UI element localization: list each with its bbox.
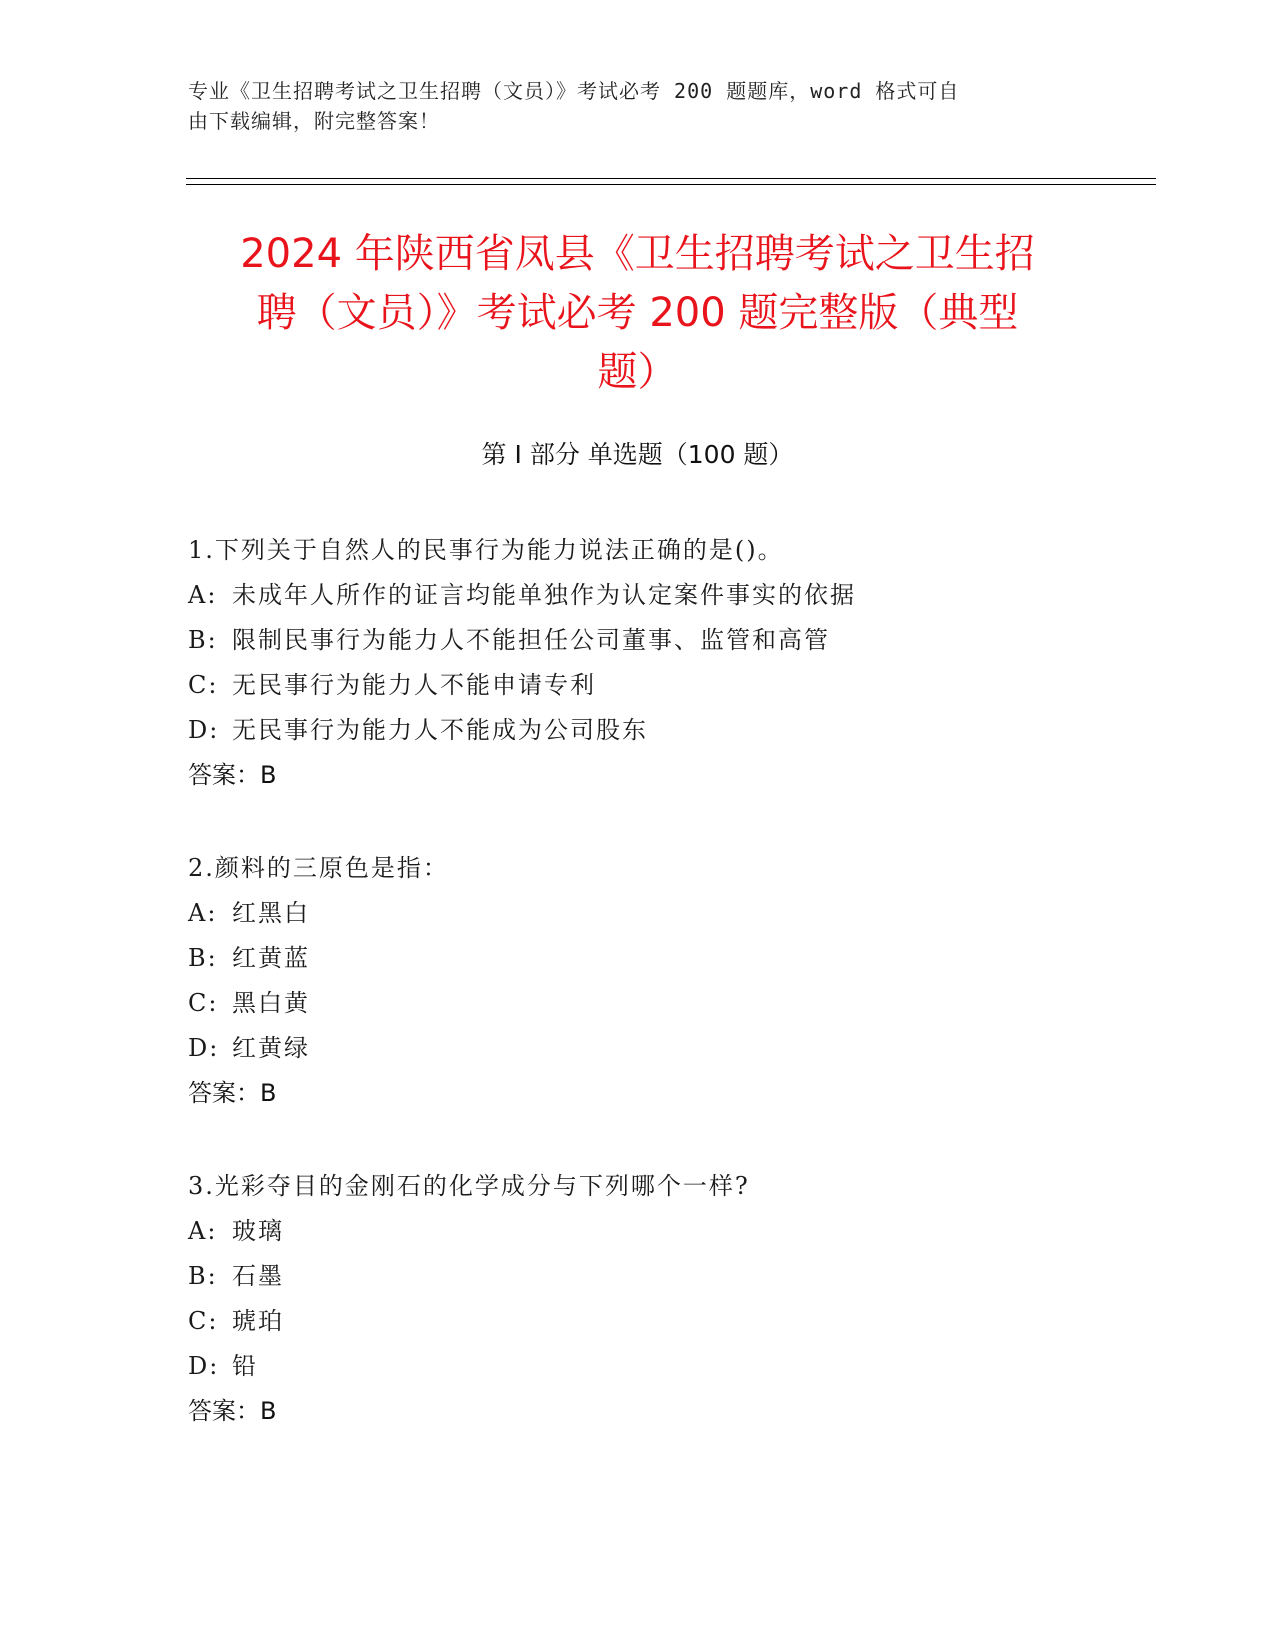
option-key: C: [188, 989, 219, 1017]
option-text: 红黄蓝 [232, 944, 310, 972]
header-note-line-2: 由下载编辑，附完整答案！ [188, 109, 440, 133]
answer-line: 答案：B [188, 1397, 277, 1425]
header-note-line-1: 专业《卫生招聘考试之卫生招聘（文员）》考试必考 200 题题库，word 格式可自 [188, 79, 960, 103]
option-c [188, 981, 1148, 1026]
option-key: B: [188, 1262, 218, 1290]
option-text: 琥珀 [232, 1307, 284, 1335]
question-2 [188, 846, 1148, 1116]
option-a [188, 1209, 1148, 1254]
option-c [188, 1299, 1148, 1344]
document-title [150, 225, 1125, 402]
option-key: C: [188, 671, 219, 699]
option-key: C: [188, 1307, 219, 1335]
option-a [188, 891, 1148, 936]
option-key: A: [188, 1217, 218, 1245]
header-divider-bottom [186, 184, 1156, 185]
option-key: D: [188, 1352, 220, 1380]
option-text: 铅 [232, 1352, 258, 1380]
option-b [188, 936, 1148, 981]
section-heading: 第 I 部分 单选题（100 题） [481, 440, 794, 469]
option-key: D: [188, 1034, 220, 1062]
option-c [188, 663, 1148, 708]
option-text: 石墨 [232, 1262, 284, 1290]
option-text: 无民事行为能力人不能成为公司股东 [232, 716, 648, 744]
header-note [188, 76, 1088, 136]
answer-line: 答案：B [188, 761, 277, 789]
option-text: 黑白黄 [232, 989, 310, 1017]
option-b [188, 618, 1148, 663]
option-text: 限制民事行为能力人不能担任公司董事、监管和高管 [232, 626, 830, 654]
question-stem: 3.光彩夺目的金刚石的化学成分与下列哪个一样? [188, 1172, 750, 1200]
document-title-line-3: 题） [597, 349, 678, 395]
option-text: 红黄绿 [232, 1034, 310, 1062]
option-text: 红黑白 [232, 899, 310, 927]
option-key: A: [188, 581, 218, 609]
option-key: B: [188, 944, 218, 972]
option-key: A: [188, 899, 218, 927]
document-title-line-2: 聘（文员）》考试必考 200 题完整版（典型 [256, 290, 1019, 336]
question-stem: 1.下列关于自然人的民事行为能力说法正确的是()。 [188, 536, 784, 564]
option-d [188, 1344, 1148, 1389]
option-text: 未成年人所作的证言均能单独作为认定案件事实的依据 [232, 581, 856, 609]
option-text: 玻璃 [232, 1217, 284, 1245]
question-stem: 2.颜料的三原色是指： [188, 854, 449, 882]
question-list [188, 528, 1148, 1482]
option-d [188, 708, 1148, 753]
option-key: B: [188, 626, 218, 654]
question-3 [188, 1164, 1148, 1434]
answer-line: 答案：B [188, 1079, 277, 1107]
question-1 [188, 528, 1148, 798]
option-a [188, 573, 1148, 618]
header-divider-top [186, 178, 1156, 179]
option-d [188, 1026, 1148, 1071]
option-key: D: [188, 716, 220, 744]
option-text: 无民事行为能力人不能申请专利 [232, 671, 596, 699]
document-title-line-1: 2024 年陕西省凤县《卫生招聘考试之卫生招 [240, 231, 1035, 277]
option-b [188, 1254, 1148, 1299]
